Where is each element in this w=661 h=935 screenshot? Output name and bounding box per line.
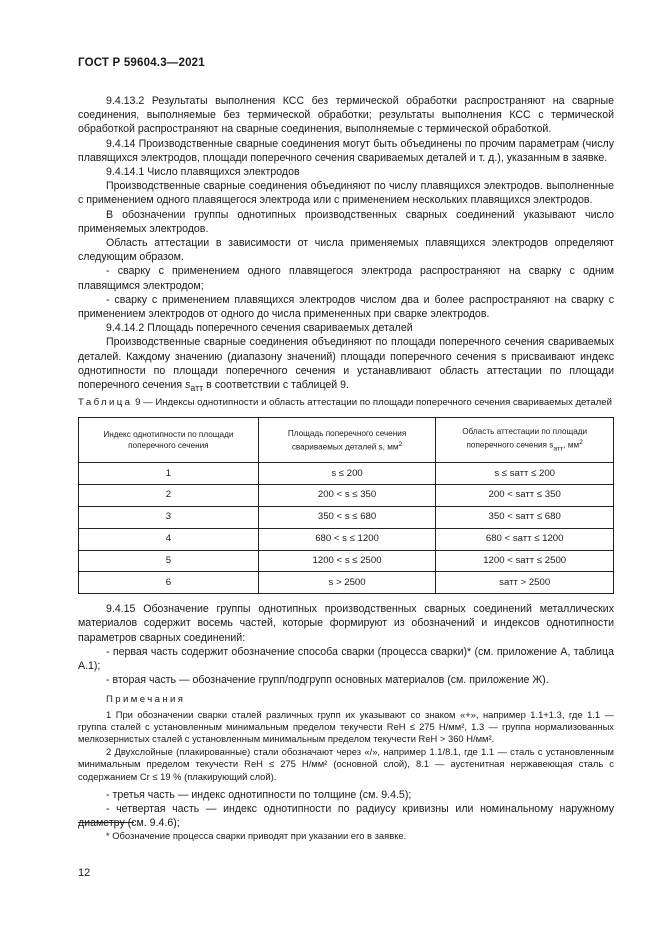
footnote: * Обозначение процесса сварки приводят при указании его в заявке.: [106, 830, 407, 841]
list-item: - сварку с применением одного плавящегося электрода распространяют на сварку с одним плавящимся электродом;: [78, 265, 614, 292]
subscript: атт: [190, 383, 204, 394]
paragraph: 9.4.13.2 Результаты выполнения КСС без термической обработки распространяют на сварные соединения, выполняемые без термической обработки; результаты выполнения КСС с термической обработкой распространяют на сварные соединения, выполняемые с термической обработкой.: [78, 95, 614, 136]
paragraph: 9.4.15 Обозначение группы однотипных производственных сварных соединений металлических материалов содержит восемь частей, которые формируют из обозначений и индексов однотипности параметров сварных соединений:: [78, 603, 614, 644]
paragraph: 9.4.14 Производственные сварные соединения могут быть объединены по прочим параметрам (числу плавящихся электродов, площади поперечного сечения свариваемых деталей и т. д.), указанным в заявке.: [78, 137, 614, 164]
note: 1 При обозначении сварки сталей различных групп их указывают со знаком «+», например 1.1+1.3, где 1.1 — группа сталей с установленным минимальным пределом текучести ReH ≤ 275 Н/мм², 1.3 — группа нормализованных мелкозернистых сталей с установленным минимальным пределом текучести ReH > 360 Н/мм².: [78, 708, 614, 745]
page-number: 12: [78, 867, 91, 879]
table-9: [78, 417, 614, 594]
table-row: 3 350 < s ≤ 680 350 < sатт ≤ 680: [79, 506, 614, 528]
list-item: - сварку с применением плавящихся электродов числом два и более распространяют на сварку с применением электродов от одного до числа примененных при сварке электродов.: [78, 293, 614, 321]
table-header-area: Площадь поперечного сечения свариваемых деталей s, $мм^2$: [258, 417, 436, 462]
symbol: s: [185, 379, 191, 392]
notes-heading: Примечания: [106, 694, 186, 706]
paragraph: В обозначении группы однотипных производственных сварных соединений указывают число применяемых электродов.: [78, 208, 614, 235]
paragraph: Производственные сварные соединения объединяют по числу плавящихся электродов. выполненные с применением одного плавящегося электрода или с применением нескольких плавящихся электродов.: [78, 180, 614, 207]
table-row: 5 1200 < s ≤ 2500 1200 < sатт ≤ 2500: [79, 550, 614, 572]
footnote-divider: [78, 822, 134, 823]
table-row: 4 680 < s ≤ 1200 680 < sатт ≤ 1200: [79, 528, 614, 550]
table-caption: [78, 397, 614, 410]
table-header-scope: Область аттестации по площади поперечного сечения $s_{атт}$, $мм^2$: [436, 417, 614, 462]
note: 2 Двухслойные (плакированные) стали обозначают через «/», например 1.1/8.1, где 1.1 — сталь с установленным минимальным пределом текучести ReH ≤ 275 Н/мм² (основной слой), 8.1 — аустенитная нержавеющая сталь с содержанием Cr ≤ 19 % (плакирующий слой).: [78, 745, 614, 782]
caption-label: Таблица: [78, 397, 133, 409]
body-text: [78, 94, 614, 831]
list-item: - первая часть содержит обозначение способа сварки (процесса сварки)* (см. приложение А, таблица А.1);: [78, 645, 614, 672]
caption-text: 9 — Индексы однотипности и область аттестации по площади поперечного сечения свариваемых деталей: [132, 397, 612, 409]
table-header-index: Индекс однотипности по площади поперечного сечения: [79, 417, 259, 462]
list-item: - четвертая часть — индекс однотипности по радиусу кривизны или номинальному наружному диаметру (см. 9.4.6);: [78, 803, 614, 830]
paragraph-text: в соответствии с таблицей 9.: [203, 379, 349, 392]
list-item: - вторая часть — обозначение групп/подгрупп основных материалов (см. приложение Ж).: [106, 674, 549, 687]
paragraph: [78, 335, 614, 395]
table-row: 1 s ≤ 200 s ≤ sатт ≤ 200: [79, 463, 614, 485]
standard-header: ГОСТ Р 59604.3—2021: [78, 57, 205, 69]
list-item: - третья часть — индекс однотипности по толщине (см. 9.4.5);: [106, 788, 412, 801]
section-heading: 9.4.14.2 Площадь поперечного сечения свариваемых деталей: [106, 322, 413, 335]
paragraph: Область аттестации в зависимости от числа применяемых плавящихся электродов определяют следующим образом.: [78, 237, 614, 264]
table-row: 2 200 < s ≤ 350 200 < sатт ≤ 350: [79, 485, 614, 507]
paragraph-text: Производственные сварные соединения объединяют по площади поперечного сечения свариваемых деталей. Каждому значению (диапазону значений) площади поперечного сечения s присваивают индекс однотипности по площади поперечного сечения и устанавливают область аттестации по площади поперечного сечения: [78, 336, 614, 392]
table-row: 6 s > 2500 sатт > 2500: [79, 572, 614, 594]
section-heading: 9.4.14.1 Число плавящихся электродов: [106, 166, 300, 179]
